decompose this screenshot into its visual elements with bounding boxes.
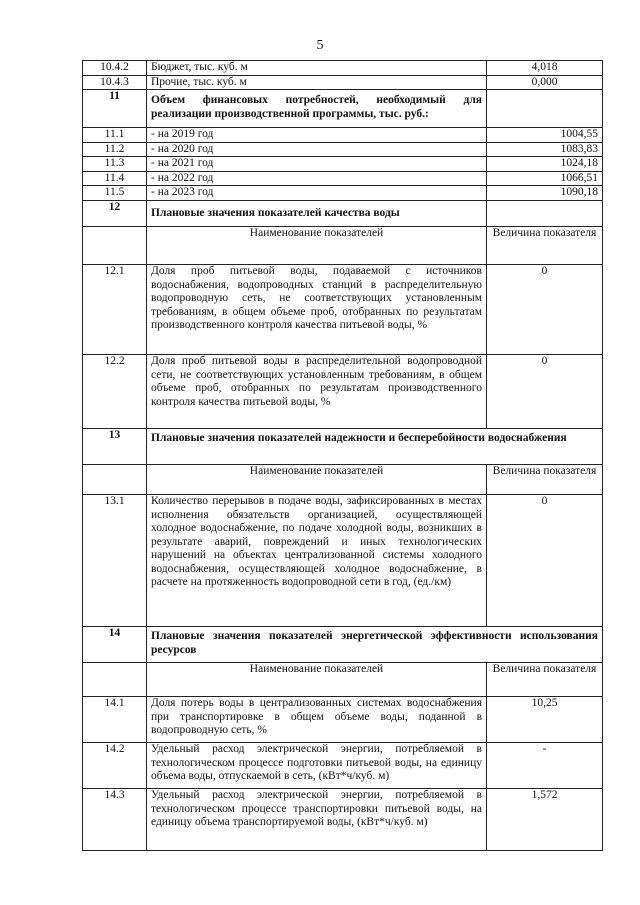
row-label: - на 2020 год xyxy=(147,142,487,157)
header-row xyxy=(83,464,603,494)
section-title: Плановые значения показателей качества воды xyxy=(147,200,487,226)
header-row xyxy=(83,226,603,264)
empty-cell xyxy=(83,464,147,494)
row-label: - на 2023 год xyxy=(147,186,487,201)
row-value: 0 xyxy=(487,354,603,428)
row-label: Доля проб питьевой воды в распределительной водопроводной сети, не соответствующих установленным требованиям, в общем объеме проб, отобранных по результатам производственного контроля качества питьевой воды, % xyxy=(147,354,487,428)
row-number: 14.2 xyxy=(83,742,147,788)
row-number: 13.1 xyxy=(83,494,147,626)
row-label: - на 2022 год xyxy=(147,171,487,186)
page-number: 5 xyxy=(316,38,324,53)
row-value: 1,572 xyxy=(487,788,603,850)
header-value: Величина показателя xyxy=(487,464,603,494)
row-value: 1083,83 xyxy=(487,142,603,157)
table-row xyxy=(83,75,603,90)
empty-cell xyxy=(487,90,603,128)
row-value: 10,25 xyxy=(487,696,603,742)
table-row xyxy=(83,171,603,186)
row-number: 11.4 xyxy=(83,171,147,186)
row-value: 0,000 xyxy=(487,75,603,90)
row-label: Доля проб питьевой воды, подаваемой с источников водоснабжения, водопроводных станций в распределительную водопроводную сеть, не соответствующих установленным требованиям, в общем объеме проб, отобранных по результатам производственного контроля качества питьевой воды, % xyxy=(147,264,487,354)
row-value: 1004,55 xyxy=(487,128,603,143)
section-number: 13 xyxy=(83,428,147,464)
header-name: Наименование показателей xyxy=(147,662,487,696)
row-number: 11.5 xyxy=(83,186,147,201)
header-name: Наименование показателей xyxy=(147,226,487,264)
row-number: 11.3 xyxy=(83,157,147,172)
row-value: 1090,18 xyxy=(487,186,603,201)
row-label: Удельный расход электрической энергии, потребляемой в технологическом процессе подготовки питьевой воды, на единицу объема воды, отпускаемой в сеть, (кВт*ч/куб. м) xyxy=(147,742,487,788)
header-value: Величина показателя xyxy=(487,662,603,696)
table-row xyxy=(83,494,603,626)
section-row xyxy=(83,626,603,662)
row-value: 0 xyxy=(487,264,603,354)
table-row xyxy=(83,354,603,428)
table-row xyxy=(83,128,603,143)
row-number: 12.1 xyxy=(83,264,147,354)
table-row xyxy=(83,264,603,354)
row-label: Бюджет, тыс. куб. м xyxy=(147,61,487,76)
row-label: Количество перерывов в подаче воды, зафиксированных в местах исполнения обязательств организацией, осуществляющей холодное водоснабжение, по подаче холодной воды, возникших в результате аварий, повреждений и иных технологических нарушений на объектах централизованной системы холодного водоснабжения, осуществляющей холодное водоснабжение, в расчете на протяженность водопроводной сети в год, (ед./км) xyxy=(147,494,487,626)
section-title: Объем финансовых потребностей, необходимый для реализации производственной программы, тыс. руб.: xyxy=(147,90,487,128)
table-row xyxy=(83,186,603,201)
section-number: 12 xyxy=(83,200,147,226)
row-value: 1024,18 xyxy=(487,157,603,172)
header-row xyxy=(83,662,603,696)
section-number: 11 xyxy=(83,90,147,128)
row-number: 11.1 xyxy=(83,128,147,143)
section-row xyxy=(83,200,603,226)
row-label: Удельный расход электрической энергии, потребляемой в технологическом процессе транспортировки питьевой воды, на единицу объема транспортируемой воды, (кВт*ч/куб. м) xyxy=(147,788,487,850)
section-row xyxy=(83,90,603,128)
empty-cell xyxy=(83,662,147,696)
row-label: Доля потерь воды в централизованных системах водоснабжения при транспортировке в общем объеме воды, поданной в водопроводную сеть, % xyxy=(147,696,487,742)
row-number: 10.4.3 xyxy=(83,75,147,90)
section-title: Плановые значения показателей энергетической эффективности использования ресурсов xyxy=(147,626,603,662)
header-name: Наименование показателей xyxy=(147,464,487,494)
row-label: - на 2021 год xyxy=(147,157,487,172)
row-value: - xyxy=(487,742,603,788)
program-table xyxy=(82,60,603,851)
table-row xyxy=(83,157,603,172)
section-row xyxy=(83,428,603,464)
section-number: 14 xyxy=(83,626,147,662)
row-number: 11.2 xyxy=(83,142,147,157)
table-row xyxy=(83,61,603,76)
empty-cell xyxy=(487,200,603,226)
row-number: 14.1 xyxy=(83,696,147,742)
table-row xyxy=(83,742,603,788)
row-value: 1066,51 xyxy=(487,171,603,186)
row-value: 0 xyxy=(487,494,603,626)
row-label: - на 2019 год xyxy=(147,128,487,143)
table-row xyxy=(83,696,603,742)
row-number: 12.2 xyxy=(83,354,147,428)
row-number: 10.4.2 xyxy=(83,61,147,76)
row-number: 14.3 xyxy=(83,788,147,850)
table-row xyxy=(83,142,603,157)
row-value: 4,018 xyxy=(487,61,603,76)
row-label: Прочие, тыс. куб. м xyxy=(147,75,487,90)
table-row xyxy=(83,788,603,850)
section-title: Плановые значения показателей надежности и бесперебойности водоснабжения xyxy=(147,428,603,464)
header-value: Величина показателя xyxy=(487,226,603,264)
empty-cell xyxy=(83,226,147,264)
